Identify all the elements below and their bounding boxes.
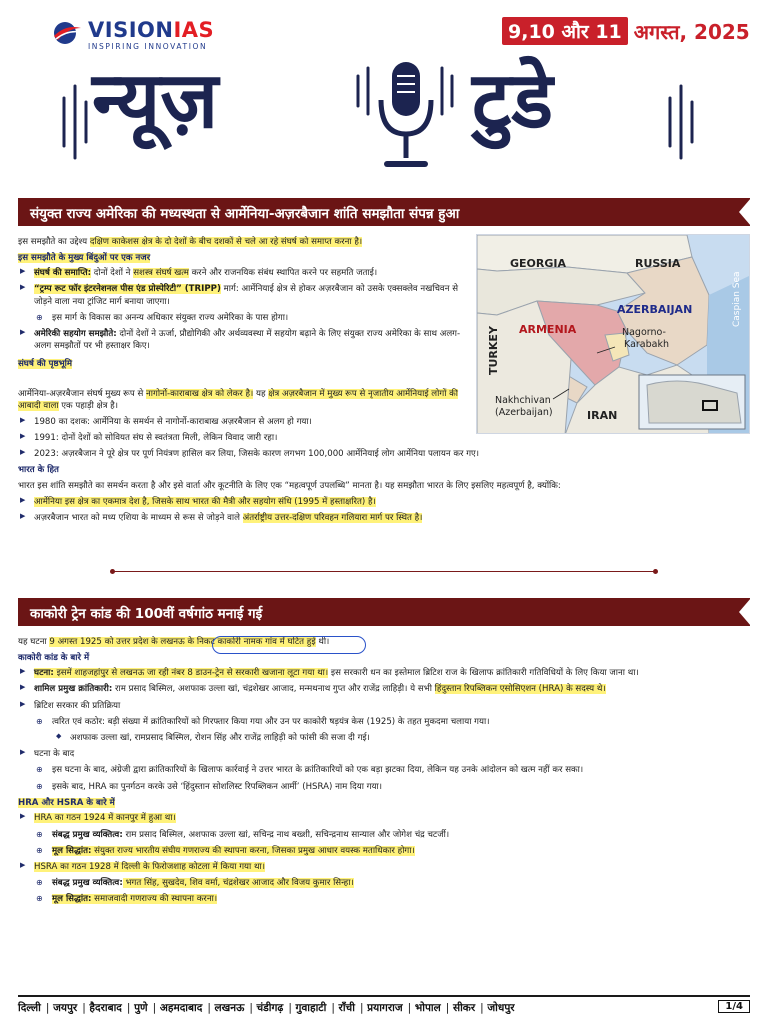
map-label-russia: RUSSIA <box>635 257 681 270</box>
city-name: लखनऊ <box>214 1002 245 1014</box>
hra-list <box>18 812 750 905</box>
list-item: ⊕ मूल सिद्धांत: संयुक्त राज्य भारतीय संघीय गणराज्य की स्थापना करना, जिसका प्रमुख आधार वयस्क मताधिकार होगा। <box>18 845 750 857</box>
article2-intro: यह घटना 9 अगस्त 1925 को उत्तर प्रदेश के लखनऊ के निकट काकोरी नामक गांव में घटित हुई थी। <box>18 637 330 647</box>
city-name: गुवाहाटी <box>295 1002 327 1014</box>
article1-title-bar <box>18 198 750 226</box>
list-item: ▶ ब्रिटिश सरकार की प्रतिक्रिया <box>18 700 750 712</box>
article1-body-full <box>18 388 750 528</box>
list-item: ▶ HRA का गठन 1924 में कानपुर में हुआ था। <box>18 812 750 824</box>
list-item: ⊕ इसके बाद, HRA का पुनर्गठन करके उसे ‘हिंदुस्तान सोशलिस्ट रिपब्लिकन आर्मी’ (HSRA) नाम दिया गया। <box>18 781 750 793</box>
list-item: ▶ घटना के बाद <box>18 748 750 760</box>
list-item: ⊕ संबद्ध प्रमुख व्यक्तित्व: राम प्रसाद बिस्मिल, अशफाक उल्ला खां, सचिन्द्र नाथ बख्शी, सचिन्द्रनाथ सान्याल और जोगेश चंद्र चटर्जी। <box>18 829 750 841</box>
list-item: ▶ शामिल प्रमुख क्रांतिकारी: राम प्रसाद बिस्मिल, अशफाक उल्ला खां, चंद्रशेखर आजाद, मन्मथनाथ गुप्त और राजेंद्र लाहिड़ी। ये सभी हिंदुस्तान रिपब्लिकन एसोसिएशन (HRA) के सदस्य थे। <box>18 683 750 695</box>
list-item: ▶ “ट्रम्प रूट फॉर इंटरनेशनल पीस एंड प्रोस्पेरिटी” (TRIPP) मार्ग: आर्मेनियाई क्षेत्र से होकर अज़रबैजान को उसके एक्सक्लेव नखचिवन से जोड़ने वाला नया ट्रांजिट मार्ग बनाया जाएगा। <box>18 283 470 307</box>
issue-date <box>502 16 750 46</box>
about-list <box>18 667 750 793</box>
list-item: ▶ 1980 का दशक: आर्मेनिया के समर्थन से नागोर्नो-काराबाख अज़रबैजान से अलग हो गया। <box>18 416 750 428</box>
city-name: सीकर <box>452 1002 476 1014</box>
map-label-caspian: Caspian Sea <box>732 271 742 327</box>
globe-swoosh-icon <box>52 20 82 46</box>
list-item: ▶ 2023: अज़रबैजान ने पूरे क्षेत्र पर पूर्ण नियंत्रण हासिल कर लिया, जिसके कारण लगभग 100,000 आर्मेनियाई लोग आर्मेनिया पलायन कर गए। <box>18 448 750 460</box>
page-header <box>0 0 768 190</box>
city-name: राँची <box>338 1002 355 1014</box>
page-number: 1/4 <box>718 1000 750 1013</box>
city-name: दिल्ली <box>18 1002 41 1014</box>
map-label-nagorno-2: Karabakh <box>624 339 669 350</box>
list-item: ◆ अशफाक उल्ला खां, रामप्रसाद बिस्मिल, रोशन सिंह और राजेंद्र लाहिड़ी को फांसी की सजा दी गई। <box>18 732 750 744</box>
background-text: आर्मेनिया-अज़रबैजान संघर्ष मुख्य रूप से नागोर्नो-काराबाख क्षेत्र को लेकर है। यह क्षेत्र अज़रबैजान में मुख्य रूप से नृजातीय आर्मेनियाई लोगों की आबादी वाला एक पहाड़ी क्षेत्र है। <box>18 389 458 412</box>
list-item: ⊕ मूल सिद्धांत: समाजवादी गणराज्य की स्थापना करना। <box>18 893 750 905</box>
list-item: ⊕ इस घटना के बाद, अंग्रेजी द्वारा क्रांतिकारियों के खिलाफ कार्रवाई ने उत्तर भारत के क्रांतिकारियों को एक बड़ा झटका दिया, लेकिन यह उनके आंदोलन को खत्म नहीं कर सका। <box>18 764 750 776</box>
section-divider <box>112 571 656 572</box>
points-heading: इस समझौते के मुख्य बिंदुओं पर एक नजर <box>18 252 151 263</box>
hra-heading: HRA और HSRA के बारे में <box>18 797 115 808</box>
list-item: ▶ संघर्ष की समाप्ति: दोनों देशों ने सशस्त्र संघर्ष खत्म करने और राजनयिक संबंध स्थापित करने पर सहमति जताई। <box>18 267 470 279</box>
article2-body <box>18 636 750 910</box>
city-name: पुणे <box>134 1002 148 1014</box>
city-name: जोधपुर <box>487 1002 515 1014</box>
map-label-azerbaijan: AZERBAIJAN <box>617 303 693 316</box>
logo-wordmark: VISIONIAS <box>88 18 215 42</box>
map-label-nagorno-1: Nagorno- <box>622 327 666 338</box>
date-month-year: अगस्त, 2025 <box>633 19 750 44</box>
list-item: ▶ घटना: इसमें शाहजहांपुर से लखनऊ जा रही नंबर 8 डाउन-ट्रेन से सरकारी खजाना लूटा गया था। इस सरकारी धन का इस्तेमाल ब्रिटिश राज के खिलाफ क्रांतिकारी गतिविधियों के लिए किया जाना था। <box>18 667 750 679</box>
map-label-iran: IRAN <box>587 409 618 422</box>
city-name: प्रयागराज <box>367 1002 403 1014</box>
article2-title-bar <box>18 598 750 626</box>
list-item: ⊕ त्वरित एवं कठोर: बड़ी संख्या में क्रांतिकारियों को गिरफ्तार किया गया और उन पर काकोरी षड़यंत्र केस (1925) के तहत मुकदमा चलाया गया। <box>18 716 750 728</box>
article1-intro: इस समझौते का उद्देश्य दक्षिण काकेशस क्षेत्र के दो देशों के बीच दशकों से चले आ रहे संघर्ष को समाप्त करना है। <box>18 237 363 247</box>
india-interest-intro: भारत इस शांति समझौते का समर्थन करता है और इसे वार्ता और कूटनीति के लिए एक “महत्वपूर्ण उपलब्धि” मानता है। यह समझौता भारत के लिए इसलिए महत्वपूर्ण है, क्योंकि: <box>18 481 561 491</box>
city-name: अहमदाबाद <box>159 1002 203 1014</box>
list-item: ⊕ संबद्ध प्रमुख व्यक्तित्व: भगत सिंह, सुखदेव, शिव वर्मा, चंद्रशेखर आजाद और विजय कुमार सिन्हा। <box>18 877 750 889</box>
date-days: 9,10 और 11 <box>502 17 628 45</box>
vision-ias-logo <box>52 18 227 52</box>
map-label-turkey: TURKEY <box>487 326 500 375</box>
city-name: भोपाल <box>414 1002 441 1014</box>
masthead-title-right: टुडे <box>472 55 554 146</box>
footer-cities: दिल्ली | जयपुर | हैदराबाद | पुणे | अहमदाबाद | लखनऊ | चंडीगढ़ | गुवाहाटी | राँची | प्रयागराज | भोपाल | सीकर | जोधपुर <box>18 1002 515 1014</box>
city-name: जयपुर <box>53 1002 78 1014</box>
india-interest-heading: भारत के हित <box>18 465 59 476</box>
list-item: ▶ आर्मेनिया इस क्षेत्र का एकमात्र देश है, जिसके साथ भारत की मैत्री और सहयोग संधि (1995 में हस्ताक्षरित) है। <box>18 496 750 508</box>
timeline-list <box>18 416 750 461</box>
logo-tagline: INSPIRING INNOVATION <box>88 42 208 51</box>
list-item: ⊕ इस मार्ग के विकास का अनन्य अधिकार संयुक्त राज्य अमेरिका के पास होगा। <box>18 312 470 324</box>
list-item: ▶ अमेरिकी सहयोग समझौते: दोनों देशों ने ऊर्जा, प्रौद्योगिकी और अर्थव्यवस्था में सहयोग बढ़ाने के लिए संयुक्त राज्य अमेरिका के साथ अलग-अलग समझौतों पर भी हस्ताक्षर किए। <box>18 328 470 352</box>
microphone-icon <box>375 60 437 172</box>
article1-body-left <box>18 236 470 374</box>
points-list <box>18 267 470 352</box>
india-interest-list <box>18 496 750 524</box>
list-item: ▶ अज़रबैजान भारत को मध्य एशिया के माध्यम से रूस से जोड़ने वाले अंतर्राष्ट्रीय उत्तर-दक्षिण परिवहन गलियारा मार्ग पर स्थित है। <box>18 512 750 524</box>
pen-annotation-circle <box>212 636 366 654</box>
map-label-georgia: GEORGIA <box>510 257 566 270</box>
background-heading: संघर्ष की पृष्ठभूमि <box>18 359 73 370</box>
article2-title: काकोरी ट्रेन कांड की 100वीं वर्षगांठ मनाई गई <box>30 606 263 622</box>
city-name: चंडीगढ़ <box>256 1002 284 1014</box>
footer <box>18 995 750 1017</box>
map-label-armenia: ARMENIA <box>519 323 577 336</box>
city-name: हैदराबाद <box>89 1002 122 1014</box>
list-item: ▶ HSRA का गठन 1928 में दिल्ली के फिरोजशाह कोटला में किया गया था। <box>18 861 750 873</box>
about-heading: काकोरी कांड के बारे में <box>18 652 90 663</box>
map-label-nakhchivan-2: (Azerbaijan) <box>495 407 553 418</box>
map-label-nakhchivan-1: Nakhchivan <box>495 395 551 406</box>
list-item: ▶ 1991: दोनों देशों को सोवियत संघ से स्वतंत्रता मिली, लेकिन विवाद जारी रहा। <box>18 432 750 444</box>
masthead-title-left: न्यूज़ <box>92 55 219 146</box>
article1-title: संयुक्त राज्य अमेरिका की मध्यस्थता से आर्मेनिया-अज़रबैजान शांति समझौता संपन्न हुआ <box>30 206 460 222</box>
